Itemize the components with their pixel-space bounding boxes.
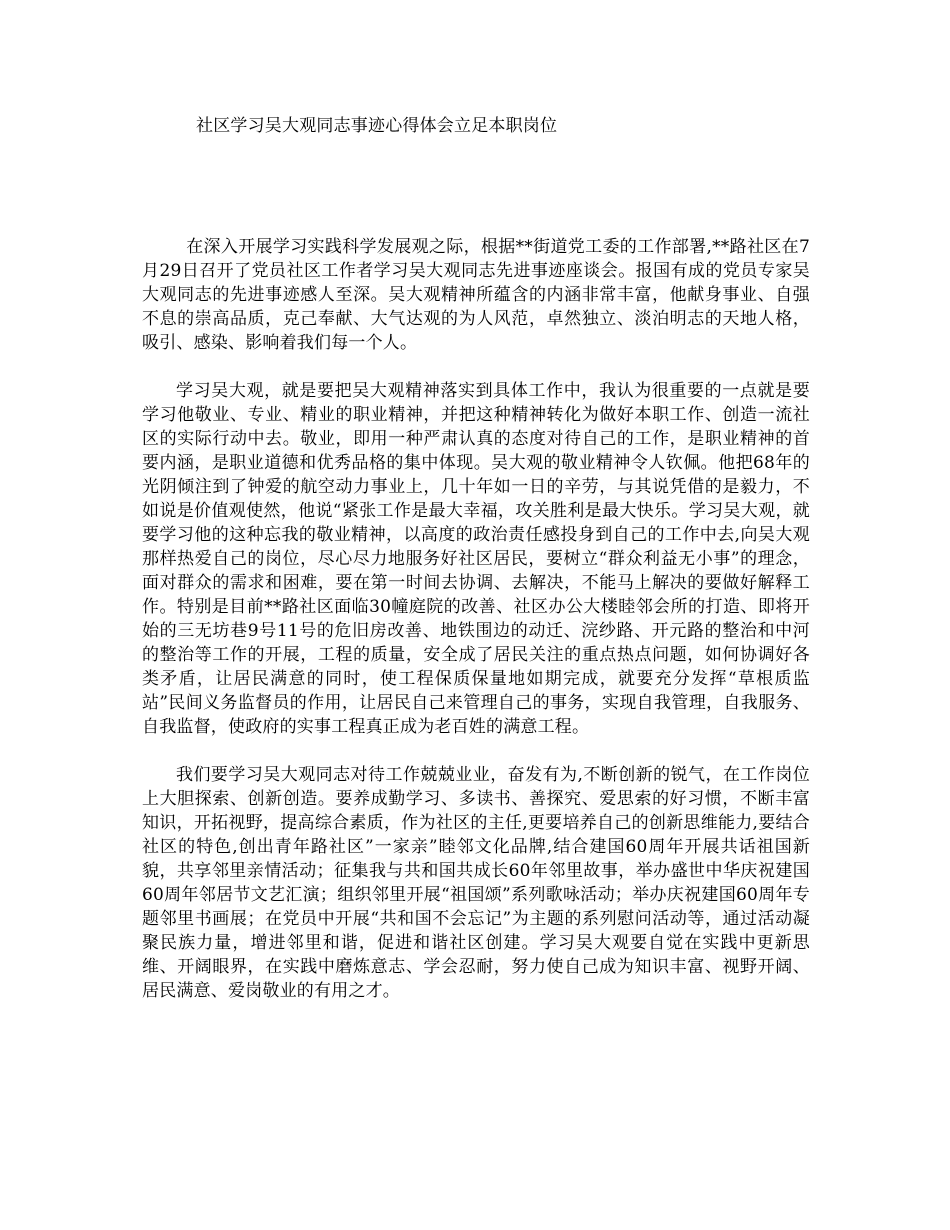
document-title: 社区学习吴大观同志事迹心得体会立足本职岗位: [196, 116, 558, 136]
paragraph-3: 我们要学习吴大观同志对待工作兢兢业业，奋发有为,不断创新的锐气，在工作岗位上大胆探索、创新创造。要养成勤学习、多读书、善探究、爱思索的好习惯，不断丰富知识，开拓视野，提高综合素质，作为社区的主任,更要培养自己的创新思维能力,要结合社区的特色,创出青年路社区”一家亲”睦邻文化品牌,结合建国60周年开展共话祖国新貌，共享邻里亲情活动；征集我与共和国共成长60年邻里故事，举办盛世中华庆祝建国60周年邻居节文艺汇演；组织邻里开展“祖国颂”系列歌咏活动；举办庆祝建国60周年专题邻里书画展；在党员中开展“共和国不会忘记”为主题的系列慰问活动等，通过活动凝聚民族力量，增进邻里和谐，促进和谐社区创建。学习吴大观要自觉在实践中更新思维、开阔眼界，在实践中磨炼意志、学会忍耐，努力使自己成为知识丰富、视野开阔、居民满意、爱岗敬业的有用之才。: [142, 765, 810, 1001]
paragraph-1: 在深入开展学习实践科学发展观之际，根据**街道党工委的工作部署,**路社区在7月29日召开了党员社区工作者学习吴大观同志先进事迹座谈会。报国有成的党员专家吴大观同志的先进事迹感人至深。吴大观精神所蕴含的内涵非常丰富，他献身事业、自强不息的崇高品质，克己奉献、大气达观的为人风范，卓然独立、淡泊明志的天地人格，吸引、感染、影响着我们每一个人。: [142, 237, 810, 353]
paragraph-2: 学习吴大观，就是要把吴大观精神落实到具体工作中，我认为很重要的一点就是要学习他敬业、专业、精业的职业精神，并把这种精神转化为做好本职工作、创造一流社区的实际行动中去。敬业，即用一种严肃认真的态度对待自己的工作，是职业精神的首要内涵，是职业道德和优秀品格的集中体现。吴大观的敬业精神令人钦佩。他把68年的光阴倾注到了钟爱的航空动力事业上，几十年如一日的辛劳，与其说凭借的是毅力，不如说是价值观使然，他说“紧张工作是最大幸福，攻关胜利是最大快乐。学习吴大观，就要学习他的这种忘我的敬业精神，以高度的政治责任感投身到自己的工作中去,向吴大观那样热爱自己的岗位，尽心尽力地服务好社区居民，要树立“群众利益无小事”的理念，面对群众的需求和困难，要在第一时间去协调、去解决，不能马上解决的要做好解释工作。特别是目前**路社区面临30幢庭院的改善、社区办公大楼睦邻会所的打造、即将开始的三无坊巷9号11号的危旧房改善、地铁围边的动迁、浣纱路、开元路的整治和中河的整治等工作的开展，工程的质量，安全成了居民关注的重点热点问题，如何协调好各类矛盾，让居民满意的同时，使工程保质保量地如期完成，就要充分发挥“草根质监站”民间义务监督员的作用，让居民自己来管理自己的事务，实现自我管理，自我服务、自我监督，使政府的实事工程真正成为老百姓的满意工程。: [142, 381, 810, 737]
document-body: [142, 235, 810, 1027]
